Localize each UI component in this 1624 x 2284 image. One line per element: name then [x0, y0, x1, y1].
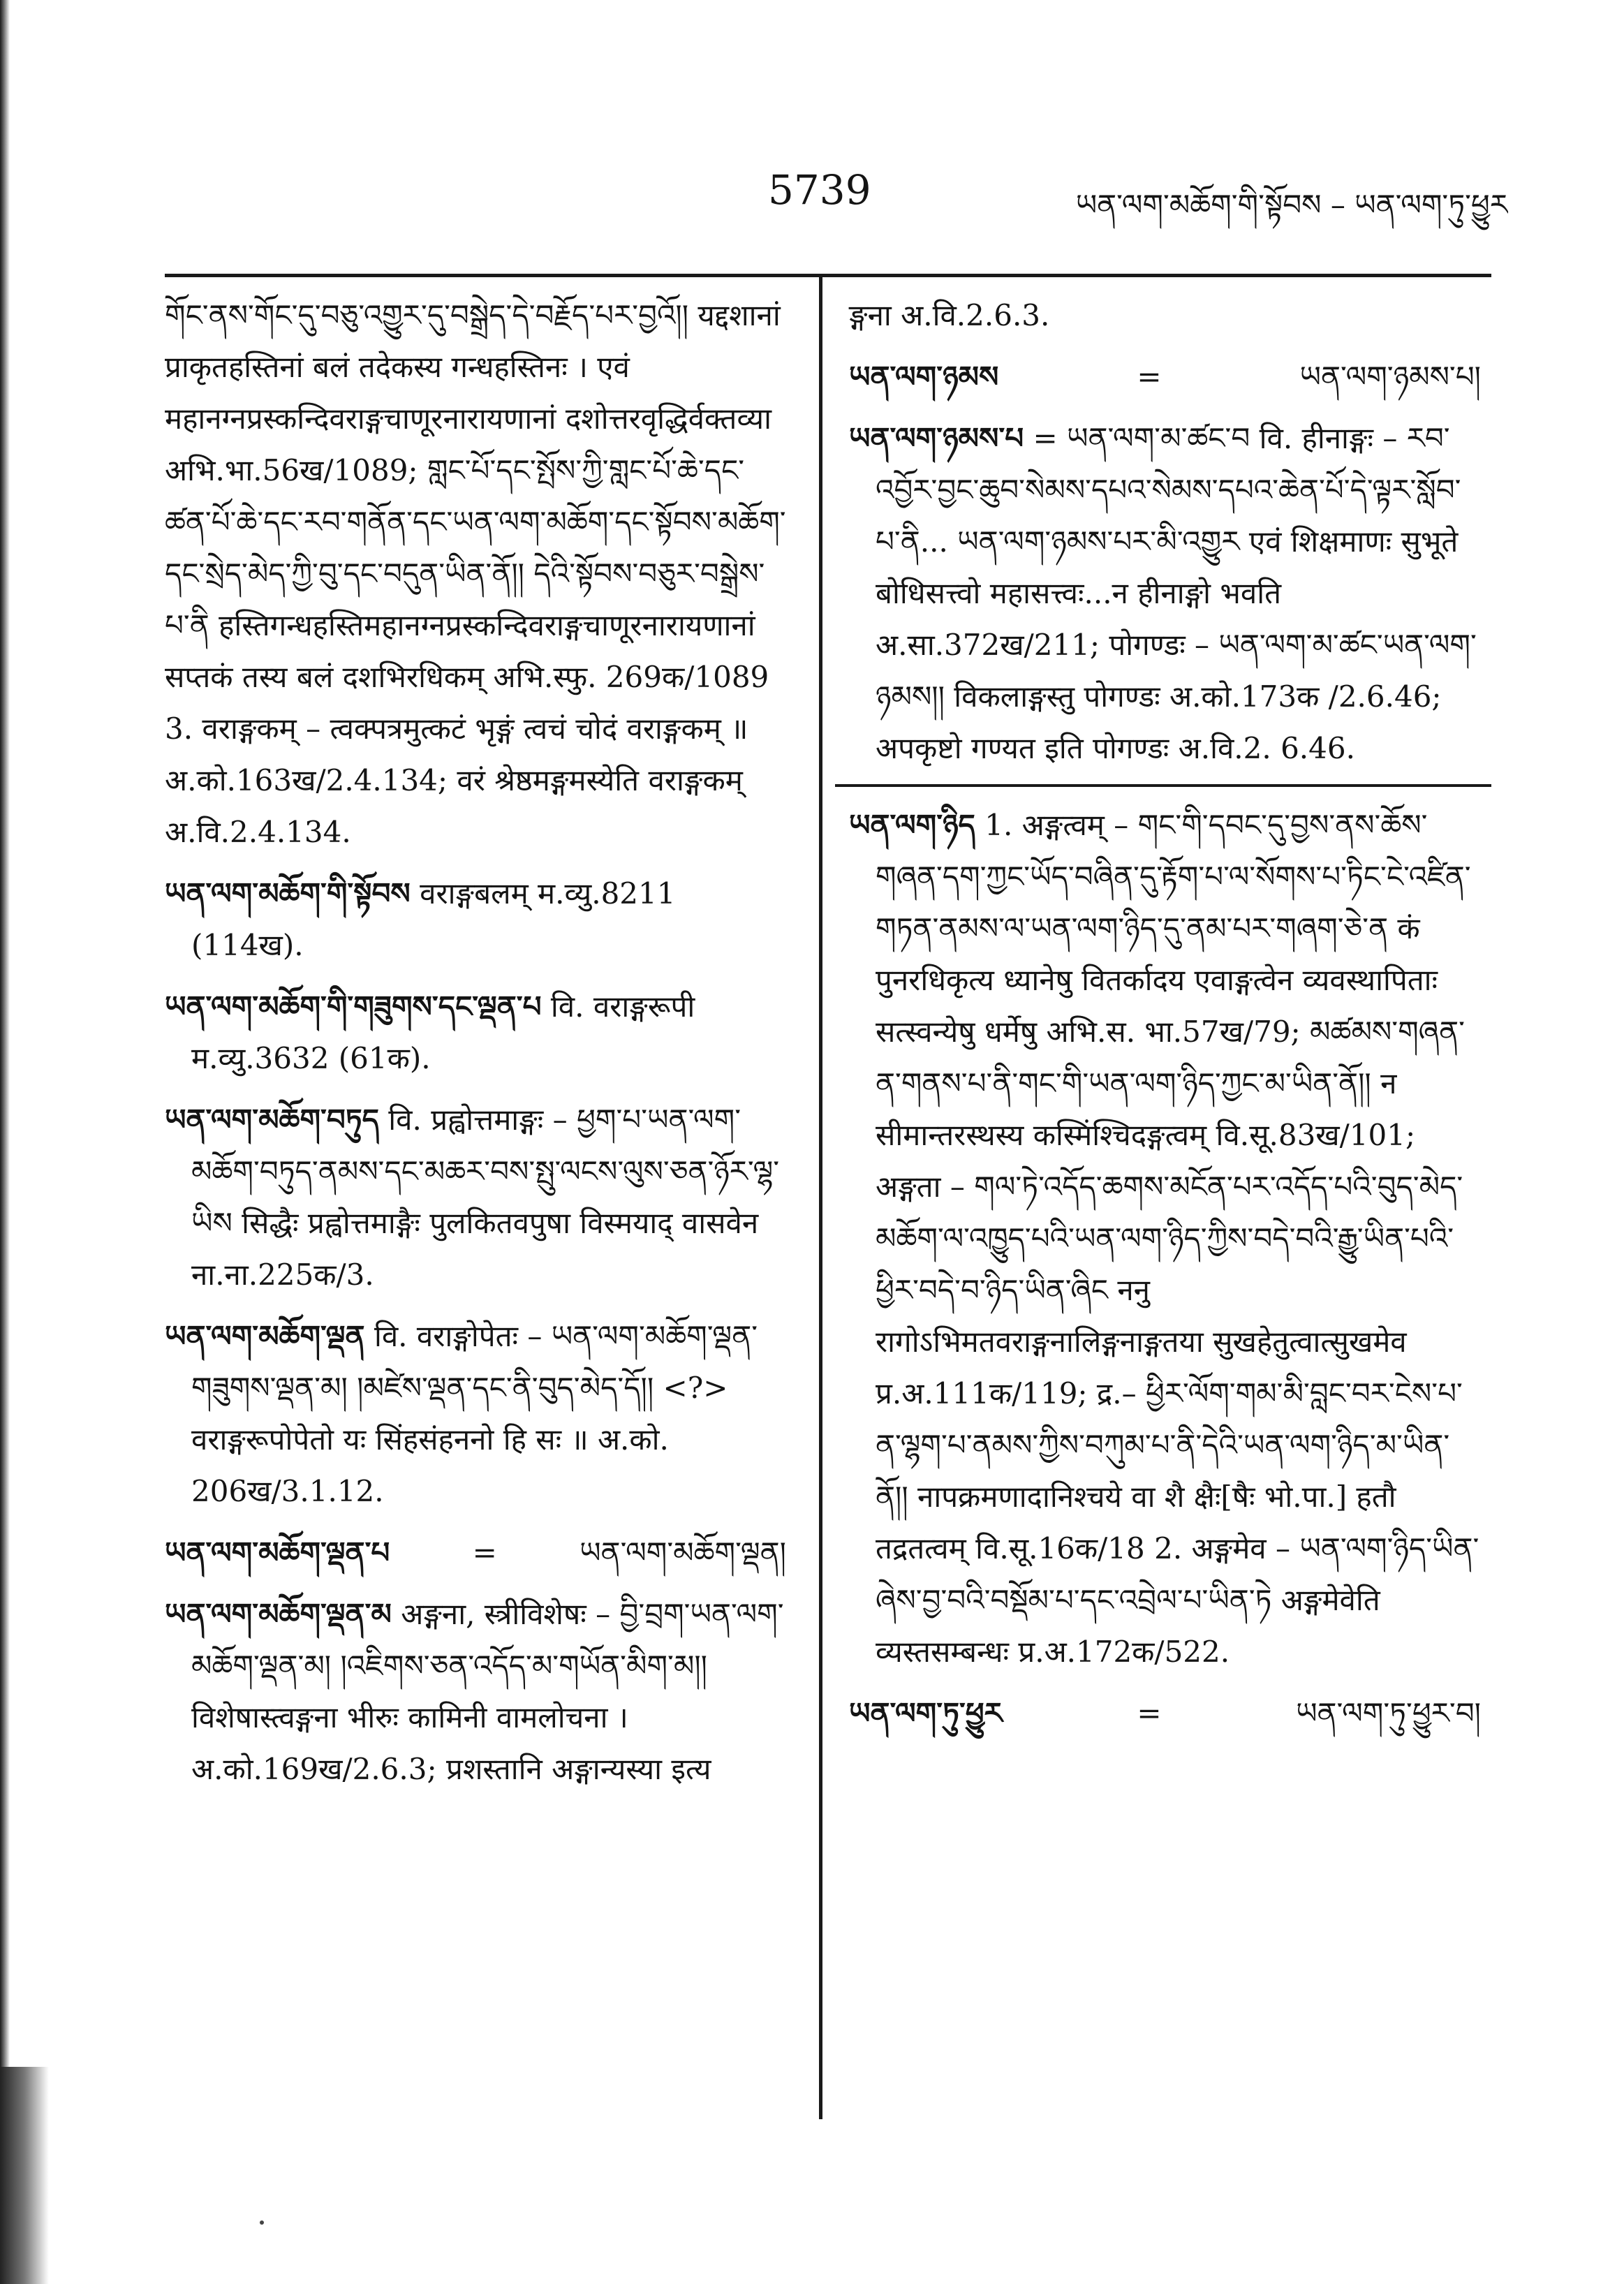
entry-headword: ཡན་ལག་ཉིད: [849, 808, 975, 842]
entry-headword: ཡན་ལག་མཆོག་ལྡན་མ: [165, 1597, 392, 1631]
entry-headword: ཡན་ལག་མཆོག་བཏུད: [165, 1103, 379, 1137]
dictionary-entry: [849, 413, 1481, 774]
entry-separator: [835, 784, 1491, 787]
scan-corner-shadow: [0, 2067, 49, 2284]
cross-reference-target: ཡན་ལག་ཉམས་པ།: [1299, 360, 1481, 394]
page-number: 5739: [768, 166, 871, 214]
right-column: [849, 290, 1481, 1749]
header-rule: [165, 274, 1491, 277]
cross-reference-entry: [849, 1688, 1481, 1739]
equals-sign: =: [1137, 360, 1162, 394]
cross-reference-target: ཡན་ལག་མཆོག་ལྡན།: [580, 1535, 786, 1570]
entry-headword: ཡན་ལག་མཆོག་གི་སྟོབས: [165, 876, 411, 911]
entry-body: = ཡན་ལག་མ་ཚང་བ वि. हीनाङ्गः – རབ་འབྱོར་བྱང་ཆུབ་སེམས་དཔའ་སེམས་དཔའ་ཆེན་པོ་དེ་ལྟར་སློབ་པ་ནི... ཡན་ལག་ཉམས་པར་མི་འགྱུར एवं शिक्षमाणः सुभूते बोधिसत्त्वो महासत्त्वः...न हीनाङ्गो भवति अ.सा.372ख/211; पोगण्डः – ཡན་ལག་མ་ཚང་ཡན་ལག་ཉམས།། विकलाङ्गस्तु पोगण्डः अ.को.173क /2.6.46; अपकृष्टो गण्यत इति पोगण्डः अ.वि.2. 6.46.: [876, 421, 1477, 765]
entry-headword: ཡན་ལག་མཆོག་གི་གཟུགས་དང་ལྡན་པ: [165, 989, 542, 1024]
dictionary-entry: [165, 1094, 786, 1301]
dictionary-entry: [165, 1589, 786, 1795]
dictionary-entry: [165, 1311, 786, 1517]
entry-body: वराङ्गबलम् म.व्यु.8211 (114ख).: [191, 876, 676, 962]
running-head: ཡན་ལག་མཆོག་གི་སྟོབས – ཡན་ལག་ཏུ་ཕྱུར: [1075, 188, 1508, 222]
dictionary-entry: [165, 868, 786, 971]
dictionary-entry: [165, 981, 786, 1084]
cross-reference-entry: [849, 351, 1481, 403]
stray-mark: [260, 2220, 264, 2225]
entry-body: अङ्गना, स्त्रीविशेषः – བྱི་བྲག་ཡན་ལག་མཆོག་ལྡན་མ། །འཇིགས་ཅན་འདོད་མ་གཡོན་མིག་མ།། विशेषास्त्वङ्गना भीरुः कामिनी वामलोचना । अ.को.169ख/2.6.3; प्रशस्तानि अङ्गान्यस्या इत्य: [191, 1597, 784, 1786]
entry-headword: ཡན་ལག་ཉམས: [849, 360, 999, 394]
cross-reference-target: ཡན་ལག་ཏུ་ཕྱུར་བ།: [1296, 1696, 1481, 1730]
cross-reference-entry: [165, 1527, 786, 1579]
entry-headword: ཡན་ལག་ཉམས་པ: [849, 421, 1024, 455]
entry-headword: ཡན་ལག་མཆོག་ལྡན་པ: [165, 1535, 390, 1570]
entry-body: 1. अङ्गत्वम् – གང་གི་དབང་དུ་བྱས་ནས་ཆོས་གཞན་དག་ཀྱང་ཡོད་བཞིན་དུ་རྟོག་པ་ལ་སོགས་པ་ཏིང་ངེ་འཛིན་གཏན་ནམས་ལ་ཡན་ལག་ཉིད་དུ་ནམ་པར་གཞག་ཅེ་ན कं पुनरधिकृत्य ध्यानेषु वितर्कादय एवाङ्गत्वेन व्यवस्थापिताः सत्स्वन्येषु धर्मेषु अभि.स. भा.57ख/79; མཚམས་གཞན་ན་གནས་པ་ནི་གང་གི་ཡན་ལག་ཉིད་ཀྱང་མ་ཡིན་ནོ།། न सीमान्तरस्थस्य कस्मिंश्चिदङ्गत्वम् वि.सू.83ख/101; अङ्गता – གལ་ཏེ་འདོད་ཆགས་མངོན་པར་འདོད་པའི་བུད་མེད་མཆོག་ལ་འཁྱུད་པའི་ཡན་ལག་ཉིད་ཀྱིས་བདེ་བའི་རྒྱུ་ཡིན་པའི་ཕྱིར་བདེ་བ་ཉིད་ཡིན་ཞིང ननु रागोऽभिमतवराङ्गनालिङ्गनाङ्गतया सुखहेतुत्वात्सुखमेव प्र.अ.111क/119; द्र.– ཕྱིར་ལོག་གམ་མི་བླང་བར་ངེས་པ་ན་ལྷག་པ་ནམས་ཀྱིས་བཀུམ་པ་ནི་དེའི་ཡན་ལག་ཉིད་མ་ཡིན་ནོ།། नापक्रमणादानिश्चये वा शै क्षैः[षैः भो.पा.] हतौ तद्रतत्वम् वि.सू.16क/18 2. अङ्गमेव – ཡན་ལག་ཉིད་ཡིན་ཞེས་བྱ་བའི་བསྡོམ་པ་དང་འབྲེལ་པ་ཡིན་ཏེ अङ्गमेवेति व्यस्तसम्बन्धः प्र.अ.172क/522.: [876, 808, 1479, 1669]
entry-body: वि. प्रह्वोत्तमाङ्गः – ཕྱག་པ་ཡན་ལག་མཆོག་བཏུད་ནམས་དང་མཆར་བས་སྤུ་ལངས་ལུས་ཅན་ཉོར་ལྷ་ཡིས सिद्धैः प्रह्वोत्तमाङ्गैः पुलकितवपुषा विस्मयाद् वासवेन ना.ना.225क/3.: [191, 1103, 780, 1292]
entry-continuation: གོང་ནས་གོང་དུ་བཅུ་འགྱུར་དུ་བསྒྲེད་དེ་བརྗོད་པར་བྱའོ།། यद्दशानां प्राकृतहस्तिनां बलं तदेकस्य गन्धहस्तिनः । एवं महानग्नप्रस्कन्दिवराङ्गचाणूरनारायणानां दशोत्तरवृद्धिर्वक्तव्या अभि.भा.56ख/1089; གླང་པོ་དང་སྤོས་ཀྱི་གླང་པོ་ཆེ་དང་ཚན་པོ་ཆེ་དང་རབ་གནོན་དང་ཡན་ལག་མཆོག་དང་སྟོབས་མཆོག་དང་སྲེད་མེད་ཀྱི་བུ་དང་བདུན་ཡིན་ནོ།། དེའི་སྟོབས་བཅུར་བསྒྲེས་པ་ནི हस्तिगन्धहस्तिमहानग्नप्रस्कन्दिवराङ्गचाणूरनारायणानां सप्तकं तस्य बलं दशभिरधिकम् अभि.स्फु. 269क/1089 3. वराङ्गकम् – त्वक्पत्रमुत्कटं भृङ्गं त्वचं चोदं वराङ्गकम् ॥ अ.को.163ख/2.4.134; वरं श्रेष्ठमङ्गमस्येति वराङ्गकम् अ.वि.2.4.134.: [165, 298, 786, 849]
left-column: [165, 290, 786, 1805]
equals-sign: =: [1137, 1696, 1162, 1730]
column-divider: [819, 276, 822, 2119]
entry-body: वि. वराङ्गोपेतः – ཡན་ལག་མཆོག་ལྡན་གཟུགས་ལྡན་མ། །མཛེས་ལྡན་དང་ནི་བུད་མེད་དོ།། <?> वराङ्गरूपोपेतो यः सिंहसंहननो हि सः ॥ अ.को. 206ख/3.1.12.: [191, 1319, 758, 1508]
entry-headword: ཡན་ལག་ཏུ་ཕྱུར: [849, 1696, 1003, 1730]
entry-headword: ཡན་ལག་མཆོག་ལྡན: [165, 1319, 365, 1353]
entry-body: वि. वराङ्गरूपी म.व्यु.3632 (61क).: [191, 989, 695, 1075]
entry-continuation: ङ्गना अ.वि.2.6.3.: [849, 298, 1050, 332]
dictionary-entry: [849, 800, 1481, 1678]
equals-sign: =: [472, 1535, 497, 1570]
scan-edge-shadow: [0, 0, 10, 2284]
